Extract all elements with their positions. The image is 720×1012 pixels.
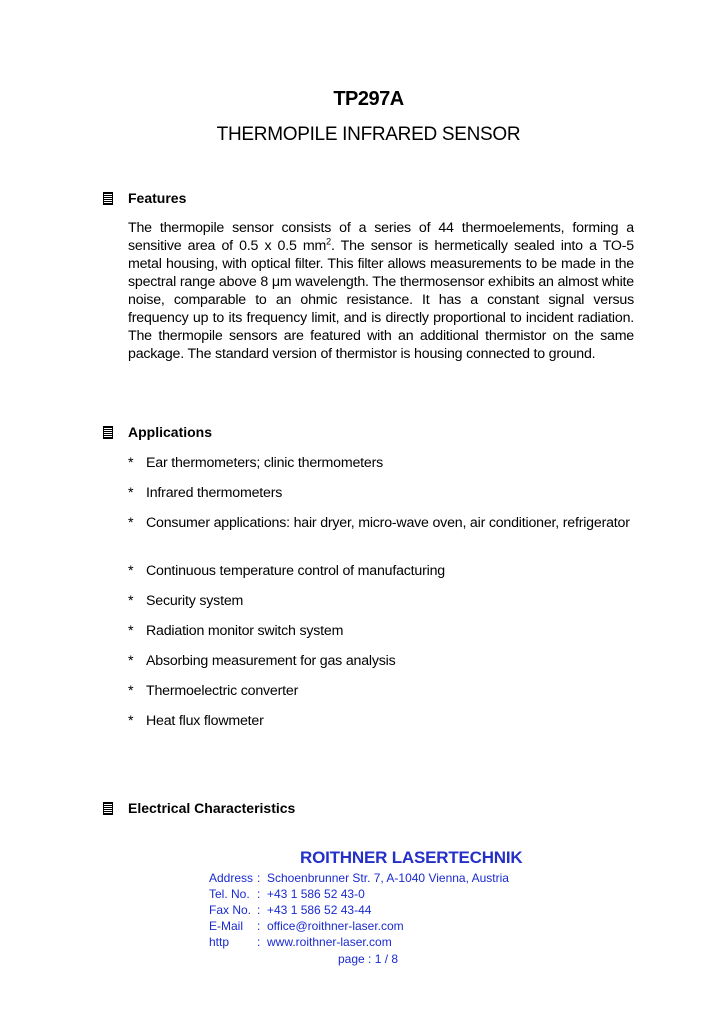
- website-link[interactable]: www.roithner-laser.com: [267, 935, 392, 949]
- section-bullet-icon: [103, 192, 113, 205]
- list-item: [128, 562, 638, 580]
- company-name: ROITHNER LASERTECHNIK: [300, 848, 523, 867]
- list-bullet: *: [128, 485, 134, 501]
- list-bullet: *: [128, 713, 134, 729]
- contact-value: +43 1 586 52 43-44: [267, 903, 372, 917]
- contact-colon: :: [257, 887, 261, 901]
- contact-web: [209, 935, 392, 949]
- electrical-heading: [103, 800, 295, 816]
- list-bullet: *: [128, 455, 134, 471]
- list-item: [128, 682, 638, 700]
- contact-tel: [209, 887, 365, 901]
- contact-label: Fax No.: [209, 903, 252, 917]
- list-bullet: *: [128, 623, 134, 639]
- document-subtitle: THERMOPILE INFRARED SENSOR: [216, 124, 521, 145]
- contact-colon: :: [257, 903, 261, 917]
- list-bullet: *: [128, 653, 134, 669]
- list-item: [128, 514, 635, 532]
- list-item: [128, 622, 638, 640]
- contact-colon: :: [257, 871, 261, 885]
- contact-label: E-Mail: [209, 919, 244, 933]
- features-heading-label: Features: [128, 190, 187, 206]
- contact-value: Schoenbrunner Str. 7, A-1040 Vienna, Austria: [267, 871, 509, 885]
- features-text-part1: The thermopile sensor consists of a series of 44 thermoelements, forming a sensitive area of 0.5 x 0.5 mm: [128, 220, 634, 254]
- features-text-part2: . The sensor is hermetically sealed into a TO-5 metal housing, with optical filter. This filter allows measurements to be made in the spectral range above 8 μm wavelength. The thermosensor exhibits an almost white noise, comparable to an ohmic resistance. It has a constant signal versus frequency up to its frequency limit, and is directly proportional to incident radiation. The thermopile sensors are featured with an additional thermistor on the same package. The standard version of thermistor is housing connected to ground.: [128, 238, 634, 362]
- section-bullet-icon: [103, 426, 113, 439]
- contact-value: +43 1 586 52 43-0: [267, 887, 365, 901]
- contact-fax: [209, 903, 371, 917]
- list-item-text: Ear thermometers; clinic thermometers: [146, 455, 384, 471]
- page-number: page : 1 / 8: [338, 952, 399, 966]
- contact-colon: :: [257, 935, 261, 949]
- email-link[interactable]: office@roithner-laser.com: [267, 919, 404, 933]
- list-item-text: Consumer applications: hair dryer, micro-wave oven, air conditioner, refrigerator: [146, 515, 630, 531]
- document-title: TP297A: [333, 88, 404, 110]
- section-bullet-icon: [103, 802, 113, 815]
- list-item: [128, 454, 638, 472]
- list-item-text: Security system: [146, 593, 244, 609]
- list-bullet: *: [128, 563, 134, 579]
- list-item-text: Radiation monitor switch system: [146, 623, 344, 639]
- list-item: [128, 712, 638, 730]
- applications-heading: [103, 424, 212, 440]
- list-bullet: *: [128, 593, 134, 609]
- features-heading: [103, 190, 186, 206]
- list-item: [128, 592, 638, 610]
- contact-colon: :: [257, 919, 261, 933]
- contact-address: [209, 871, 509, 885]
- list-item: [128, 652, 638, 670]
- features-superscript: 2: [326, 236, 331, 247]
- list-item-text: Infrared thermometers: [146, 485, 283, 501]
- contact-email: [209, 919, 404, 933]
- features-paragraph: [128, 219, 634, 363]
- list-bullet: *: [128, 515, 134, 531]
- contact-label: Tel. No.: [209, 887, 250, 901]
- applications-heading-label: Applications: [128, 424, 213, 440]
- contact-label: http: [209, 935, 230, 949]
- list-item: [128, 484, 638, 502]
- list-item-text: Continuous temperature control of manufacturing: [146, 563, 445, 579]
- list-item-text: Heat flux flowmeter: [146, 713, 264, 729]
- list-bullet: *: [128, 683, 134, 699]
- list-item-text: Thermoelectric converter: [146, 683, 299, 699]
- list-item-text: Absorbing measurement for gas analysis: [146, 653, 396, 669]
- contact-label: Address: [209, 871, 254, 885]
- electrical-heading-label: Electrical Characteristics: [128, 800, 296, 816]
